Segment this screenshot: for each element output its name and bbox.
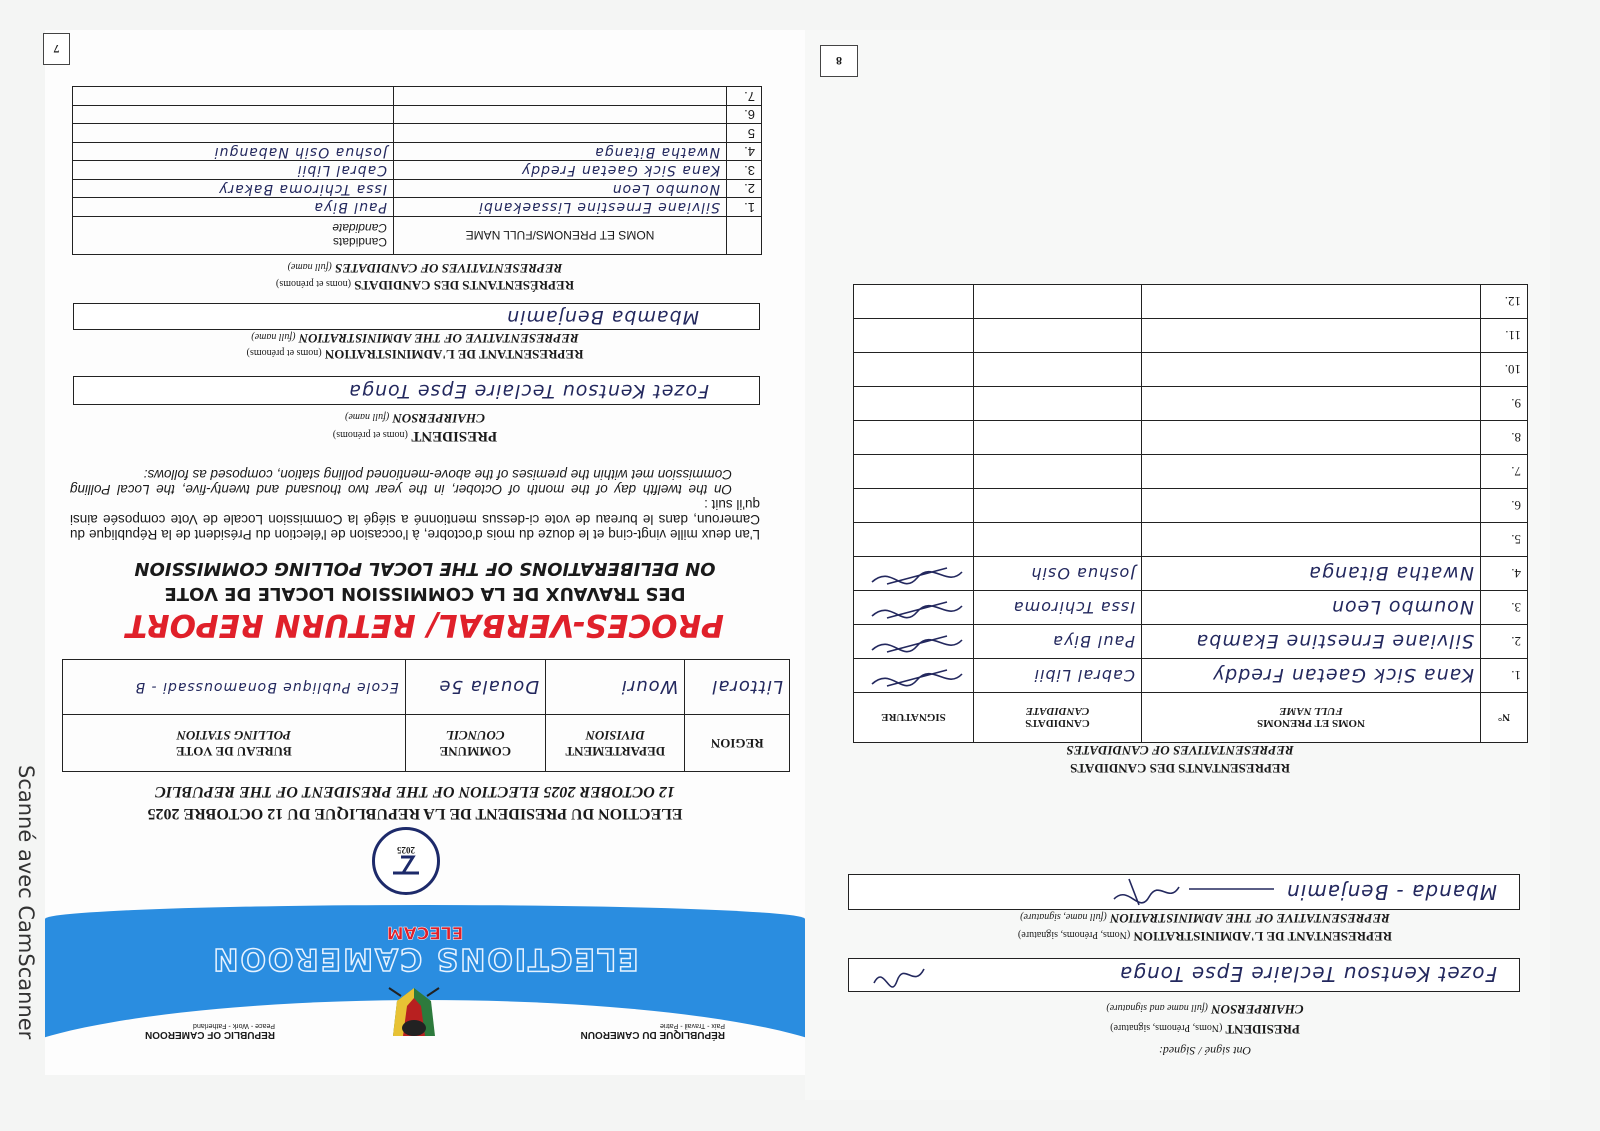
signature-cell (854, 659, 974, 693)
candidate-name: Cabral Libii (974, 659, 1142, 693)
chairperson-name: Fozet Kentsou Teclaire Epse Tonga (1119, 962, 1497, 986)
col-signature: SIGNATURE (854, 693, 974, 743)
row-number: 8. (1481, 421, 1528, 455)
table-row (854, 421, 1528, 455)
table-row (854, 319, 1528, 353)
admin-label-en: REPRESENTATIVE OF THE ADMINISTRATION (full name) (251, 331, 579, 346)
candidate-name (974, 455, 1142, 489)
rep-name: Nwatha Bitanga (394, 143, 727, 162)
table-row (854, 285, 1528, 319)
rep-name (394, 124, 727, 143)
rep-name (1142, 455, 1481, 489)
admin-label-fr: REPRESENTANT DE L'ADMINISTRATION (noms et prénoms) (246, 347, 584, 362)
table-row (73, 161, 762, 180)
location-value: Littoral (685, 660, 790, 715)
chairperson-name: Fozet Kentsou Teclaire Epse Tonga (348, 380, 709, 402)
row-number: 4. (727, 143, 762, 162)
col-name: NOMS ET PRENOMS FULL NAME (1142, 693, 1481, 743)
signature-cell (854, 319, 974, 353)
rep-name (1142, 421, 1481, 455)
admin-name: Mbanda - Benjamin (1286, 880, 1497, 904)
table-row (73, 143, 762, 162)
subtitle-fr: DES TRAVAUX DE LA COMMISSION LOCALE DE VOTE (164, 583, 686, 604)
president-label: PRESIDENT (Noms, Prénoms, signature) (1110, 1022, 1300, 1037)
row-number: 9. (1481, 387, 1528, 421)
reps-label-fr: REPRÉSENTANTS DES CANDIDATS (noms et prénoms) (275, 278, 575, 293)
row-number: 1. (727, 198, 762, 217)
rep-name (1142, 523, 1481, 557)
page-number: 8 (820, 45, 858, 77)
page-return-report (45, 30, 805, 1075)
table-row (854, 557, 1528, 591)
row-number: 3. (727, 161, 762, 180)
rep-name: Silviane Ernestine Lissaekanbi (394, 198, 727, 217)
candidate-name (974, 285, 1142, 319)
col-num: N° (1481, 693, 1528, 743)
row-number: 2. (727, 180, 762, 199)
election-title-en: 12 OCTOBER 2025 ELECTION OF THE PRESIDENT OF THE REPUBLIC (155, 783, 675, 800)
signature-icon (867, 562, 967, 590)
republic-fr: RÉPUBLIQUE DU CAMEROUN Paix - Travail - Patrie (580, 1022, 725, 1040)
table-row (73, 106, 762, 125)
candidate-name (974, 319, 1142, 353)
rep-name (394, 106, 727, 125)
admin-label-fr: REPRESENTANT DE L'ADMINISTRATION (Noms, Prénoms, signature) (1017, 929, 1393, 944)
table-row (854, 455, 1528, 489)
page-number: 7 (43, 33, 70, 65)
col-candidate: CANDIDATS CANDIDATE (974, 693, 1142, 743)
candidate-name (974, 489, 1142, 523)
signature-cell (854, 489, 974, 523)
candidate-name (73, 124, 394, 143)
elecam-banner (45, 905, 805, 1060)
table-row (73, 180, 762, 199)
admin-field (848, 874, 1520, 910)
rep-name (394, 87, 727, 106)
row-number: 1. (1481, 659, 1528, 693)
reps-label-fr: REPRESENTANTS DES CANDIDATS (1070, 761, 1290, 776)
row-number: 6. (727, 106, 762, 125)
table-row (854, 353, 1528, 387)
signature-cell (854, 591, 974, 625)
location-value: Douala 5e (405, 660, 545, 715)
signature-cell (854, 387, 974, 421)
report-title: PROCES-VERBAL/ RETURN REPORT (125, 607, 725, 643)
rep-name: Noumbo Leon (394, 180, 727, 199)
rep-name (1142, 387, 1481, 421)
reps-label-en: REPRESENTATIVES OF CANDIDATES (full name) (287, 261, 563, 276)
rep-name: Kana Sick Gaetan Freddy (394, 161, 727, 180)
row-number: 3. (1481, 591, 1528, 625)
row-number: 11. (1481, 319, 1528, 353)
row-number: 12. (1481, 285, 1528, 319)
signature-icon (867, 630, 967, 658)
candidate-name (974, 523, 1142, 557)
col-name: NOMS ET PRENOMS/FULL NAME (394, 217, 727, 255)
candidate-name (974, 421, 1142, 455)
signature-cell (854, 557, 974, 591)
signature-cell (854, 455, 974, 489)
chairperson-field (848, 958, 1520, 992)
signature-cell (854, 523, 974, 557)
rep-name: Noumbo Leon (1142, 591, 1481, 625)
row-number: 7. (727, 87, 762, 106)
election-title-fr: ELECTION DU PRESIDENT DE LA REPUBLIQUE DU 12 OCTOBRE 2025 (147, 805, 683, 822)
location-value: Wouri (546, 660, 685, 715)
table-row (73, 124, 762, 143)
candidate-name: Issa Tchiroma (974, 591, 1142, 625)
table-row (854, 523, 1528, 557)
rep-name (1142, 489, 1481, 523)
rep-name: Kana Sick Gaetan Freddy (1142, 659, 1481, 693)
candidate-name: Paul Biya (974, 625, 1142, 659)
location-header: DEPARTEMENT DIVISION (546, 715, 685, 772)
candidate-name: Joshua Osih Nabangui (73, 143, 394, 162)
row-number: 5 (727, 124, 762, 143)
row-number: 7. (1481, 455, 1528, 489)
banner-title: ELECTIONS CAMEROON (211, 941, 639, 976)
election-seal-icon: 2025 (372, 827, 440, 895)
rep-name (1142, 285, 1481, 319)
subtitle-en: ON DELIBERATIONS OF THE LOCAL POLLING COMMISSION (134, 558, 716, 579)
rep-name: Nwatha Bitanga (1142, 557, 1481, 591)
candidate-name: Paul Biya (73, 198, 394, 217)
location-header: COMMUNE COUNCIL (405, 715, 545, 772)
candidate-name (73, 106, 394, 125)
admin-field (73, 303, 760, 330)
coat-of-arms-icon (381, 984, 447, 1046)
candidate-name: Issa Tchiroma Bakary (73, 180, 394, 199)
col-candidate: Candidats Candidate (73, 217, 394, 255)
row-number: 6. (1481, 489, 1528, 523)
admin-label-en: REPRESENTATIVE OF THE ADMINISTRATION (full name, signature) (1020, 911, 1390, 926)
candidate-name (974, 387, 1142, 421)
table-row (854, 659, 1528, 693)
location-table (62, 659, 790, 772)
rep-name (1142, 319, 1481, 353)
banner-acronym: ELECAM (386, 922, 464, 942)
row-number: 2. (1481, 625, 1528, 659)
admin-name: Mbamba Benjamin (506, 306, 699, 328)
location-header: REGION (685, 715, 790, 772)
rep-name (1142, 353, 1481, 387)
candidate-name (73, 87, 394, 106)
president-label: PRESIDENT (noms et prénoms) (332, 428, 498, 444)
camscanner-watermark: Scanné avec CamScanner (14, 765, 38, 1040)
signature-cell (854, 625, 974, 659)
republic-en: REPUBLIC OF CAMEROON Peace - Work - Fatherland (145, 1022, 275, 1040)
chairperson-label: CHAIRPERSON (full name and signature) (1106, 1002, 1304, 1017)
intro-paragraph: L'an deux mille vingt-cinq et le douze du mois d'octobre, à l'occasion de l'élection du Président de la République du Cameroun, dans le bureau de vote ci-dessus mentionné a siégé la Commission Locale de Vote composée ainsi qu'il suit : On the twelfth day of the month of October, in the year two thousand and twenty-five, the Local Polling Commission met within the premises of the above-mentioned polling station, composed as follows: (70, 467, 760, 542)
location-value: Ecole Publique Bonamoussadi - B (63, 660, 406, 715)
table-row (73, 87, 762, 106)
row-number: 5. (1481, 523, 1528, 557)
table-row (854, 387, 1528, 421)
table-row (854, 625, 1528, 659)
candidate-name (974, 353, 1142, 387)
table-row (73, 198, 762, 217)
candidate-name: Joshua Osih (974, 557, 1142, 591)
signature-cell (854, 421, 974, 455)
representatives-signature-table (853, 284, 1528, 743)
row-number: 4. (1481, 557, 1528, 591)
rep-name: Silviane Ernestine Ekamba (1142, 625, 1481, 659)
row-number: 10. (1481, 353, 1528, 387)
chairperson-field (73, 376, 760, 405)
location-header: BUREAU DE VOTE POLLING STATION (63, 715, 406, 772)
candidate-name: Cabral Libii (73, 161, 394, 180)
chairperson-label: CHAIRPERSON (full name) (345, 411, 485, 426)
table-row (854, 489, 1528, 523)
signature-icon (867, 596, 967, 624)
signature-icon (867, 664, 967, 692)
signed-label: Ont signé / Signed: (1158, 1044, 1252, 1058)
table-row (854, 591, 1528, 625)
signature-icon (1099, 875, 1279, 909)
page-signatures (805, 30, 1550, 1100)
signature-icon (869, 957, 929, 991)
reps-label-en: REPRESENTATIVES OF CANDIDATES (1066, 743, 1294, 758)
signature-cell (854, 285, 974, 319)
candidate-representatives-table (72, 87, 762, 256)
signature-cell (854, 353, 974, 387)
